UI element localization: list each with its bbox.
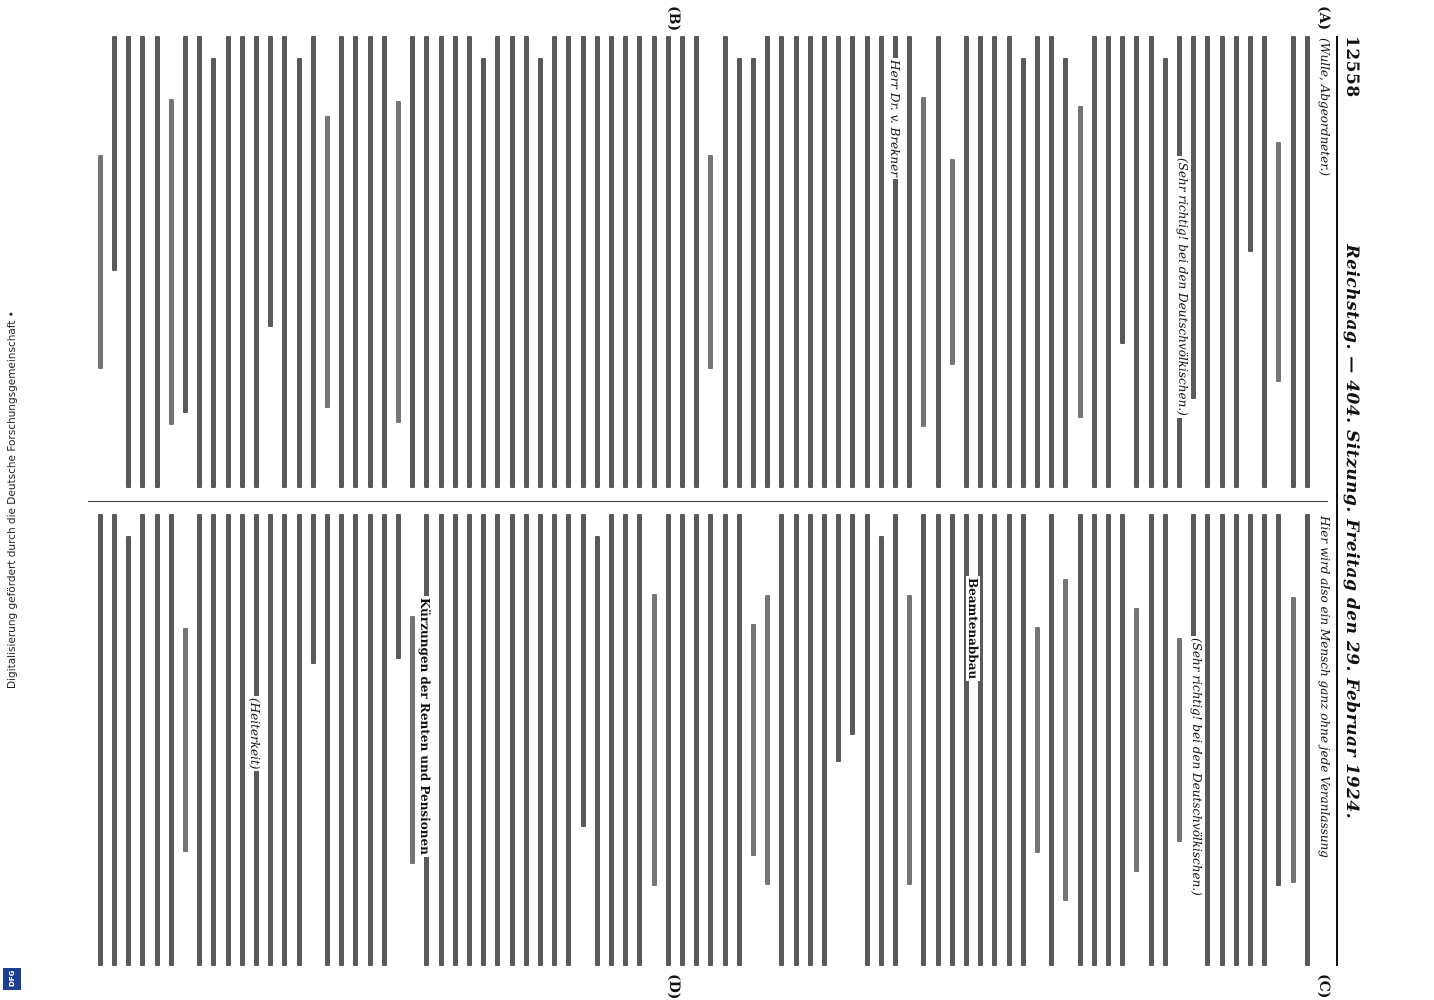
text-line [723, 514, 728, 966]
text-line [282, 36, 287, 488]
text-line [183, 36, 188, 413]
column-divider [88, 501, 1328, 502]
text-line [495, 514, 500, 966]
text-line [1063, 58, 1068, 488]
text-line [978, 36, 983, 488]
text-line [1106, 514, 1111, 966]
dfg-logo: DFG [3, 968, 21, 990]
text-line [737, 514, 742, 966]
text-line [1120, 514, 1125, 966]
text-line [1035, 627, 1040, 852]
text-line [410, 36, 415, 488]
text-line [865, 514, 870, 966]
text-line [524, 36, 529, 488]
emphasized-term: Kürzungen der Renten und Pensionen [418, 598, 432, 855]
paragraph-start: Hier wird also ein Mensch ganz ohne jede Veranlassung [1318, 516, 1332, 858]
text-line [808, 36, 813, 488]
text-line [495, 36, 500, 488]
text-line [595, 536, 600, 966]
text-line [623, 514, 628, 966]
text-line [538, 58, 543, 488]
text-line [453, 36, 458, 488]
text-line [112, 36, 117, 271]
text-line [155, 514, 160, 966]
text-line [836, 514, 841, 762]
page-header [1342, 36, 1372, 966]
text-line [1177, 638, 1182, 843]
section-marker-b: (B) [666, 6, 682, 32]
page-number: 12558 [1342, 36, 1362, 98]
text-line [1234, 36, 1239, 488]
text-line [325, 514, 330, 966]
section-marker-c: (C) [1316, 974, 1332, 999]
text-line [680, 36, 685, 488]
text-line [311, 36, 316, 488]
text-line [226, 36, 231, 488]
text-line [680, 514, 685, 966]
text-line [1007, 514, 1012, 966]
text-line [481, 514, 486, 966]
text-line [964, 36, 969, 488]
text-line [879, 536, 884, 966]
text-line [140, 36, 145, 488]
text-line [439, 36, 444, 488]
text-line [637, 36, 642, 488]
text-line [1291, 36, 1296, 488]
text-line [1092, 514, 1097, 966]
text-line [666, 514, 671, 966]
text-line [510, 36, 515, 488]
text-line [950, 159, 955, 365]
text-line [1078, 106, 1083, 417]
interjection: (Sehr richtig! bei den Deutschvölkischen.) [1176, 158, 1190, 416]
text-line [140, 514, 145, 966]
text-line [779, 514, 784, 966]
text-line [240, 36, 245, 488]
text-line [595, 36, 600, 488]
text-line [368, 514, 373, 966]
emphasized-term: Beamtenabbau [966, 578, 980, 680]
text-line [1234, 514, 1239, 966]
text-line [1035, 36, 1040, 488]
text-line [282, 514, 287, 966]
text-line [808, 514, 813, 966]
text-line [1205, 514, 1210, 966]
text-line [1149, 36, 1154, 488]
text-line [197, 514, 202, 966]
text-line [410, 616, 415, 864]
text-line [197, 36, 202, 488]
text-line [1120, 36, 1125, 344]
scanned-page [76, 6, 1372, 1000]
text-line [155, 36, 160, 488]
text-line [396, 101, 401, 422]
text-line [98, 514, 103, 966]
text-line [1007, 36, 1012, 488]
text-line [822, 36, 827, 488]
text-line [339, 514, 344, 966]
text-line [850, 514, 855, 735]
text-line [1163, 514, 1168, 966]
text-line [850, 36, 855, 488]
text-line [1149, 514, 1154, 966]
text-line [950, 514, 955, 966]
text-line [723, 36, 728, 488]
text-line [1049, 36, 1054, 488]
text-line [609, 36, 614, 488]
text-line [992, 514, 997, 966]
text-line [524, 514, 529, 966]
text-line [538, 514, 543, 966]
text-line [694, 36, 699, 488]
text-line [424, 36, 429, 488]
text-line [1276, 142, 1281, 381]
text-line [240, 514, 245, 966]
text-line [1021, 58, 1026, 488]
text-line [1305, 36, 1310, 488]
text-line [1106, 36, 1111, 488]
text-line [254, 36, 259, 488]
text-line [879, 36, 884, 488]
text-line [1220, 36, 1225, 488]
text-line [1063, 579, 1068, 901]
text-line [311, 514, 316, 664]
text-line [510, 514, 515, 966]
text-line [1276, 514, 1281, 886]
text-line [623, 36, 628, 488]
text-line [297, 514, 302, 966]
text-line [1262, 36, 1267, 488]
text-line [339, 36, 344, 488]
text-line [893, 514, 898, 966]
text-line [1220, 514, 1225, 966]
text-line [765, 595, 770, 885]
text-line [211, 514, 216, 966]
dfg-footer-text: Digitalisierung gefördert durch die Deutsche Forschungsgemeinschaft • [6, 311, 18, 689]
text-line [268, 36, 273, 327]
text-line [353, 514, 358, 966]
text-line [1262, 514, 1267, 966]
text-line [183, 628, 188, 853]
page-title: Reichstag. — 404. Sitzung. Freitag den 29. Februar 1924. [1342, 244, 1362, 820]
text-line [907, 36, 912, 488]
text-line [992, 36, 997, 488]
text-line [794, 514, 799, 966]
text-line [666, 36, 671, 488]
text-line [112, 514, 117, 966]
text-line [1248, 514, 1253, 966]
text-line [708, 155, 713, 368]
text-line [1134, 608, 1139, 871]
header-rule [1336, 36, 1338, 966]
text-line [1191, 36, 1196, 399]
speaker-line: (Wulle, Abgeordneter.) [1318, 38, 1332, 177]
text-line [481, 58, 486, 488]
text-line [1049, 514, 1054, 966]
text-line [581, 514, 586, 827]
digitization-footer [0, 0, 24, 1000]
text-line [1163, 58, 1168, 488]
text-line [98, 155, 103, 369]
text-line [353, 36, 358, 488]
interjection: (Sehr richtig! bei den Deutschvölkischen.) [1190, 638, 1204, 896]
text-line [1134, 36, 1139, 488]
text-line [453, 514, 458, 966]
text-line [1248, 36, 1253, 252]
text-line [566, 514, 571, 966]
text-line [836, 36, 841, 488]
text-line [396, 514, 401, 659]
text-line [566, 36, 571, 488]
text-line [708, 514, 713, 966]
text-line [581, 36, 586, 488]
name-reference: Herr Dr. v. Brekner [888, 60, 902, 177]
text-line [169, 514, 174, 966]
text-line [268, 514, 273, 966]
text-line [936, 36, 941, 488]
text-line [552, 36, 557, 488]
text-line [794, 36, 799, 488]
page-content [76, 6, 1372, 1000]
text-line [467, 514, 472, 966]
text-line [865, 36, 870, 488]
text-line [126, 36, 131, 488]
interjection: (Heiterkeit) [248, 698, 262, 770]
section-marker-d: (D) [666, 974, 682, 1000]
text-line [1021, 514, 1026, 966]
text-line [439, 514, 444, 966]
text-line [1205, 36, 1210, 488]
right-column [88, 514, 1328, 966]
text-line [907, 595, 912, 885]
text-line [921, 97, 926, 427]
text-line [211, 58, 216, 488]
text-line [382, 514, 387, 966]
text-line [226, 514, 231, 966]
text-line [467, 36, 472, 488]
text-line [382, 36, 387, 488]
text-line [652, 36, 657, 488]
text-line [765, 36, 770, 488]
text-line [552, 514, 557, 966]
text-line [297, 58, 302, 488]
text-line [1291, 597, 1296, 883]
text-line [936, 514, 941, 966]
text-line [1305, 514, 1310, 966]
text-line [822, 514, 827, 966]
text-line [368, 36, 373, 488]
text-line [694, 514, 699, 966]
text-line [751, 624, 756, 856]
text-line [169, 99, 174, 425]
text-line [1092, 36, 1097, 488]
section-marker-a: (A) [1316, 6, 1332, 31]
text-line [325, 116, 330, 407]
text-line [652, 594, 657, 887]
text-line [737, 58, 742, 488]
text-line [1078, 514, 1083, 966]
text-line [126, 536, 131, 966]
text-line [637, 514, 642, 966]
text-line [609, 514, 614, 966]
text-line [751, 58, 756, 488]
text-line [779, 36, 784, 488]
left-column [88, 36, 1328, 488]
text-line [921, 514, 926, 966]
